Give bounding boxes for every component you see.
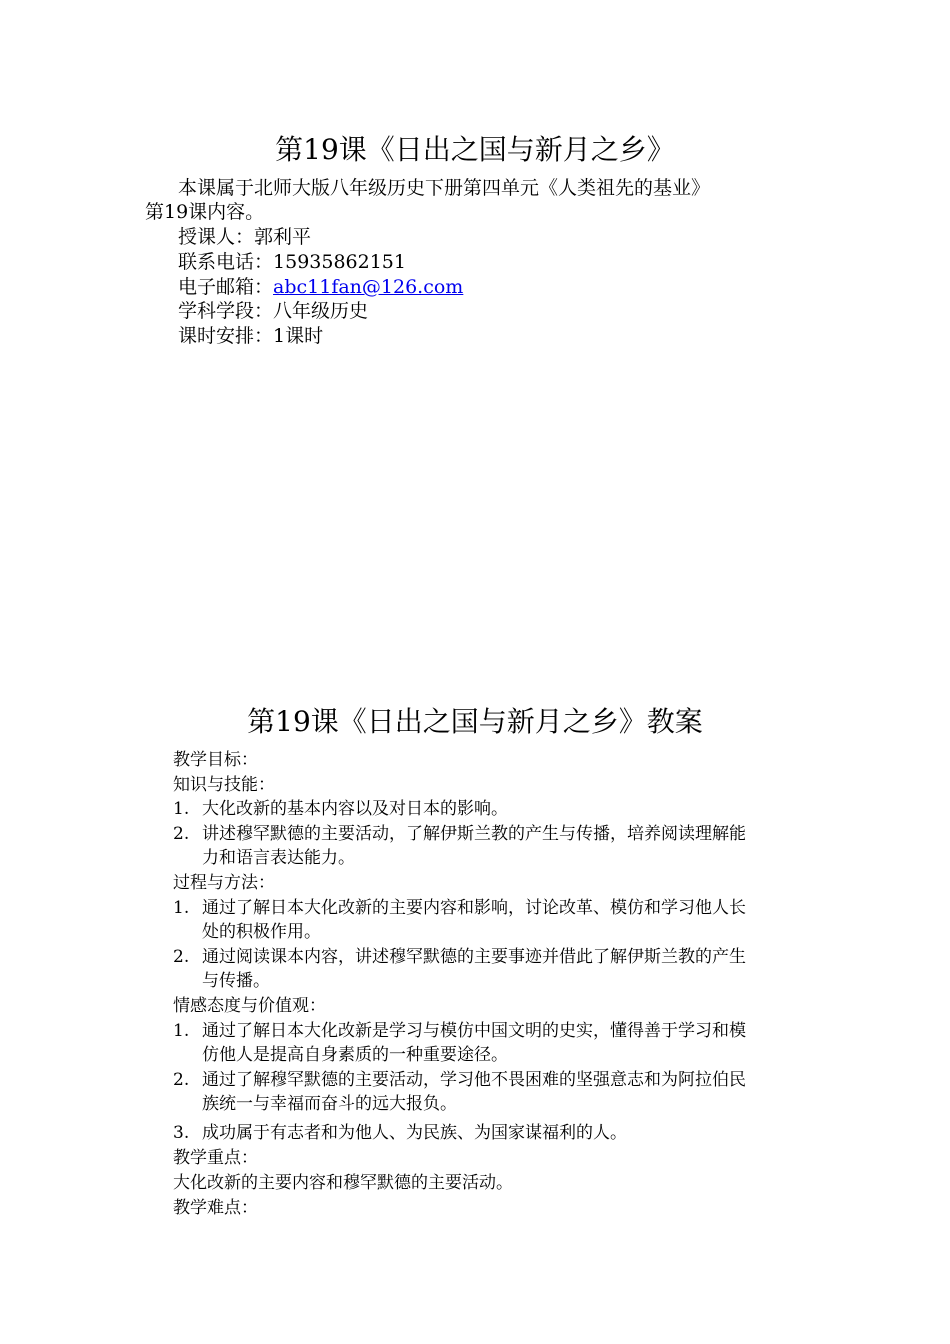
phone-label: 联系电话： xyxy=(178,251,274,273)
intro-line-1: 本课属于北师大版八年级历史下册第四单元《人类祖先的基业》 xyxy=(178,177,711,199)
cover-title: 第19课《日出之国与新月之乡》 xyxy=(275,133,675,166)
key-text: 大化改新的主要内容和穆罕默德的主要活动。 xyxy=(173,1173,513,1193)
list-item-text: 族统一与幸福而奋斗的远大报负。 xyxy=(202,1094,457,1114)
list-number: 2. xyxy=(173,947,190,967)
email-link[interactable]: abc11fan@126.com xyxy=(273,276,464,298)
list-number: 1. xyxy=(173,1021,190,1041)
key-label: 教学重点： xyxy=(173,1148,258,1168)
process-label: 过程与方法： xyxy=(173,873,275,893)
list-item-text: 讲述穆罕默德的主要活动，了解伊斯兰教的产生与传播，培养阅读理解能 xyxy=(202,824,746,844)
phone-row xyxy=(178,250,406,274)
list-item-text: 通过阅读课本内容，讲述穆罕默德的主要事迹并借此了解伊斯兰教的产生 xyxy=(202,947,746,967)
list-item-text: 通过了解穆罕默德的主要活动，学习他不畏困难的坚强意志和为阿拉伯民 xyxy=(202,1070,746,1090)
list-item-text: 与传播。 xyxy=(202,971,270,991)
list-number: 2. xyxy=(173,824,190,844)
list-item-text: 通过了解日本大化改新是学习与模仿中国文明的史实，懂得善于学习和模 xyxy=(202,1021,746,1041)
list-number: 2. xyxy=(173,1070,190,1090)
emotion-label: 情感态度与价值观： xyxy=(173,996,326,1016)
email-row xyxy=(178,275,463,299)
difficulty-label: 教学难点： xyxy=(173,1198,258,1218)
hours-value: 1课时 xyxy=(273,325,324,347)
teacher-row xyxy=(178,225,311,249)
phone-number: 15935862151 xyxy=(273,251,406,273)
email-label: 电子邮箱： xyxy=(178,276,274,298)
goals-label: 教学目标： xyxy=(173,750,258,770)
knowledge-label: 知识与技能： xyxy=(173,775,275,795)
subject-row xyxy=(178,299,368,323)
list-item-text: 通过了解日本大化改新的主要内容和影响，讨论改革、模仿和学习他人长 xyxy=(202,898,746,918)
hours-label: 课时安排： xyxy=(178,325,274,347)
list-item-text: 仿他人是提高自身素质的一种重要途径。 xyxy=(202,1045,508,1065)
teacher-name: 郭利平 xyxy=(254,226,312,248)
list-number: 1. xyxy=(173,799,190,819)
list-number: 1. xyxy=(173,898,190,918)
list-number: 3. xyxy=(173,1123,190,1143)
hours-row xyxy=(178,324,323,348)
list-item-text: 成功属于有志者和为他人、为民族、为国家谋福利的人。 xyxy=(202,1123,627,1143)
plan-title: 第19课《日出之国与新月之乡》教案 xyxy=(247,705,703,738)
list-item-text: 大化改新的基本内容以及对日本的影响。 xyxy=(202,799,508,819)
list-item-text: 处的积极作用。 xyxy=(202,922,321,942)
teacher-label: 授课人： xyxy=(178,226,255,248)
intro-line-2: 第19课内容。 xyxy=(145,201,265,223)
subject-value: 八年级历史 xyxy=(273,300,369,322)
list-item-text: 力和语言表达能力。 xyxy=(202,848,355,868)
subject-label: 学科学段： xyxy=(178,300,274,322)
